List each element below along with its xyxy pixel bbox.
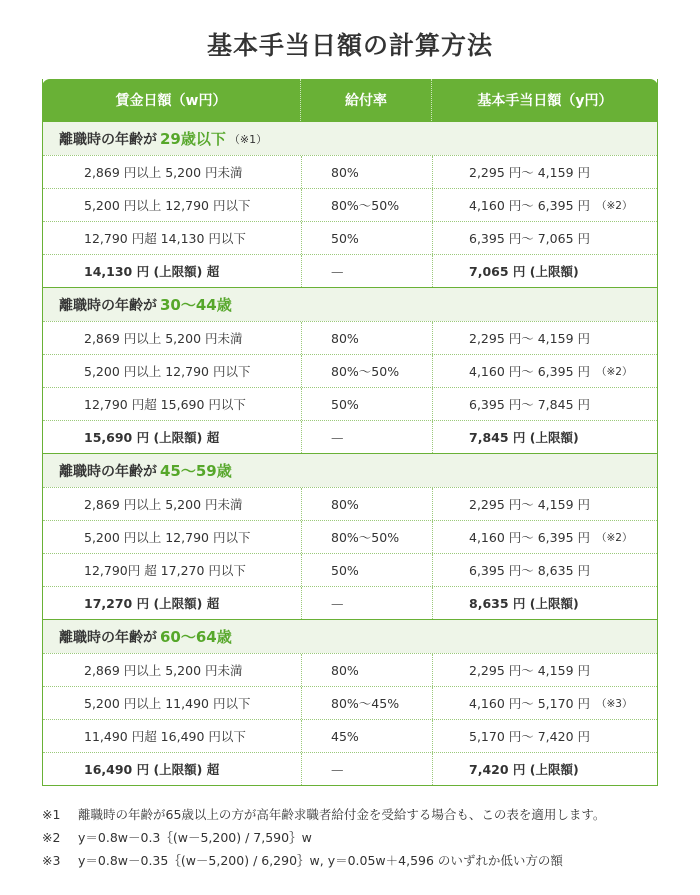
wage-cell: 14,130 円 (上限額) 超	[43, 255, 302, 287]
wage-cell: 17,270 円 (上限額) 超	[43, 587, 302, 619]
amount-value: 6,395 円～ 7,845 円	[469, 397, 590, 412]
age-prefix: 離職時の年齢が	[59, 297, 157, 314]
amount-value: 4,160 円～ 5,170 円	[469, 696, 590, 711]
table-row	[43, 221, 657, 254]
rate-cell: —	[302, 587, 433, 619]
rate-cell: 80%～50%	[302, 355, 433, 387]
age-range: 30～44歳	[160, 296, 232, 314]
table-row	[43, 653, 657, 686]
footnotes	[42, 803, 682, 872]
amount-value: 5,170 円～ 7,420 円	[469, 729, 590, 744]
rate-cell: 80%	[302, 654, 433, 686]
amount-cell	[433, 687, 657, 719]
wage-cell: 12,790 円超 14,130 円以下	[43, 222, 302, 254]
rate-cell: 80%～45%	[302, 687, 433, 719]
amount-value: 2,295 円～ 4,159 円	[469, 165, 590, 180]
footnote-mark: ※1	[42, 807, 61, 822]
header-rate: 給付率	[301, 79, 432, 121]
age-section-header	[43, 453, 657, 487]
table-row	[43, 321, 657, 354]
amount-note: （※2）	[596, 199, 633, 212]
footnote-mark: ※3	[42, 853, 61, 868]
amount-value: 4,160 円～ 6,395 円	[469, 530, 590, 545]
rate-cell: 50%	[302, 554, 433, 586]
age-note: （※1）	[228, 132, 268, 146]
amount-value: 2,295 円～ 4,159 円	[469, 497, 590, 512]
wage-cell: 2,869 円以上 5,200 円未満	[43, 654, 302, 686]
wage-cell: 5,200 円以上 12,790 円以下	[43, 189, 302, 221]
table-row	[43, 752, 657, 785]
amount-note: （※3）	[596, 697, 633, 710]
table-row	[43, 155, 657, 188]
amount-cell	[433, 421, 657, 453]
wage-cell: 5,200 円以上 12,790 円以下	[43, 355, 302, 387]
amount-cell	[433, 654, 657, 686]
footnote-mark: ※2	[42, 830, 61, 845]
footnote-text: y＝0.8w－0.3｛(w－5,200) / 7,590｝w	[78, 830, 312, 845]
wage-cell: 2,869 円以上 5,200 円未満	[43, 322, 302, 354]
header-amount: 基本手当日額（y円）	[477, 93, 613, 109]
amount-value: 7,845 円 (上限額)	[469, 430, 579, 445]
amount-cell	[433, 488, 657, 520]
amount-cell	[433, 189, 657, 221]
amount-cell	[433, 255, 657, 287]
benefit-table	[42, 79, 658, 786]
age-prefix: 離職時の年齢が	[59, 629, 157, 646]
amount-cell	[433, 554, 657, 586]
table-row	[43, 254, 657, 287]
table-row	[43, 487, 657, 520]
amount-cell	[433, 322, 657, 354]
amount-cell	[433, 587, 657, 619]
rate-cell: 80%～50%	[302, 189, 433, 221]
wage-cell: 15,690 円 (上限額) 超	[43, 421, 302, 453]
wage-cell: 5,200 円以上 11,490 円以下	[43, 687, 302, 719]
amount-cell	[433, 156, 657, 188]
amount-cell	[433, 753, 657, 785]
age-range: 29歳以下	[160, 130, 226, 148]
age-range: 60～64歳	[160, 628, 232, 646]
amount-cell	[433, 222, 657, 254]
rate-cell: 80%～50%	[302, 521, 433, 553]
footnote-2	[42, 826, 682, 849]
amount-cell	[433, 388, 657, 420]
amount-value: 4,160 円～ 6,395 円	[469, 198, 590, 213]
header-wage: 賃金日額（w円）	[42, 79, 301, 121]
table-row	[43, 354, 657, 387]
footnote-text: 離職時の年齢が65歳以上の方が高年齢求職者給付金を受給する場合も、この表を適用します。	[78, 807, 606, 822]
wage-cell: 11,490 円超 16,490 円以下	[43, 720, 302, 752]
age-range: 45～59歳	[160, 462, 232, 480]
rate-cell: 80%	[302, 488, 433, 520]
table-row	[43, 553, 657, 586]
footnote-1	[42, 803, 682, 826]
table-row	[43, 686, 657, 719]
table-row	[43, 420, 657, 453]
table-row	[43, 520, 657, 553]
amount-note: （※2）	[596, 365, 633, 378]
amount-cell	[433, 521, 657, 553]
footnote-3	[42, 849, 682, 872]
footnote-text: y＝0.8w－0.35｛(w－5,200) / 6,290｝w, y＝0.05w＋4,596 のいずれか低い方の額	[78, 853, 563, 868]
rate-cell: —	[302, 753, 433, 785]
rate-cell: 50%	[302, 388, 433, 420]
wage-cell: 12,790 円超 15,690 円以下	[43, 388, 302, 420]
table-row	[43, 719, 657, 752]
rate-cell: 80%	[302, 322, 433, 354]
table-header	[42, 79, 658, 121]
amount-value: 2,295 円～ 4,159 円	[469, 331, 590, 346]
wage-cell: 16,490 円 (上限額) 超	[43, 753, 302, 785]
age-prefix: 離職時の年齢が	[59, 131, 157, 148]
amount-value: 6,395 円～ 7,065 円	[469, 231, 590, 246]
rate-cell: —	[302, 421, 433, 453]
age-section-header	[43, 287, 657, 321]
wage-cell: 5,200 円以上 12,790 円以下	[43, 521, 302, 553]
amount-value: 7,420 円 (上限額)	[469, 762, 579, 777]
age-section-header	[43, 121, 657, 155]
amount-value: 2,295 円～ 4,159 円	[469, 663, 590, 678]
table-row	[43, 188, 657, 221]
rate-cell: 80%	[302, 156, 433, 188]
amount-value: 8,635 円 (上限額)	[469, 596, 579, 611]
amount-value: 4,160 円～ 6,395 円	[469, 364, 590, 379]
amount-note: （※2）	[596, 531, 633, 544]
amount-cell	[433, 355, 657, 387]
table-row	[43, 387, 657, 420]
amount-cell	[433, 720, 657, 752]
wage-cell: 2,869 円以上 5,200 円未満	[43, 156, 302, 188]
age-prefix: 離職時の年齢が	[59, 463, 157, 480]
table-body	[43, 121, 657, 785]
rate-cell: 45%	[302, 720, 433, 752]
table-row	[43, 586, 657, 619]
amount-value: 6,395 円～ 8,635 円	[469, 563, 590, 578]
age-section-header	[43, 619, 657, 653]
wage-cell: 2,869 円以上 5,200 円未満	[43, 488, 302, 520]
page-title: 基本手当日額の計算方法	[206, 31, 493, 60]
rate-cell: —	[302, 255, 433, 287]
amount-value: 7,065 円 (上限額)	[469, 264, 579, 279]
rate-cell: 50%	[302, 222, 433, 254]
wage-cell: 12,790円 超 17,270 円以下	[43, 554, 302, 586]
